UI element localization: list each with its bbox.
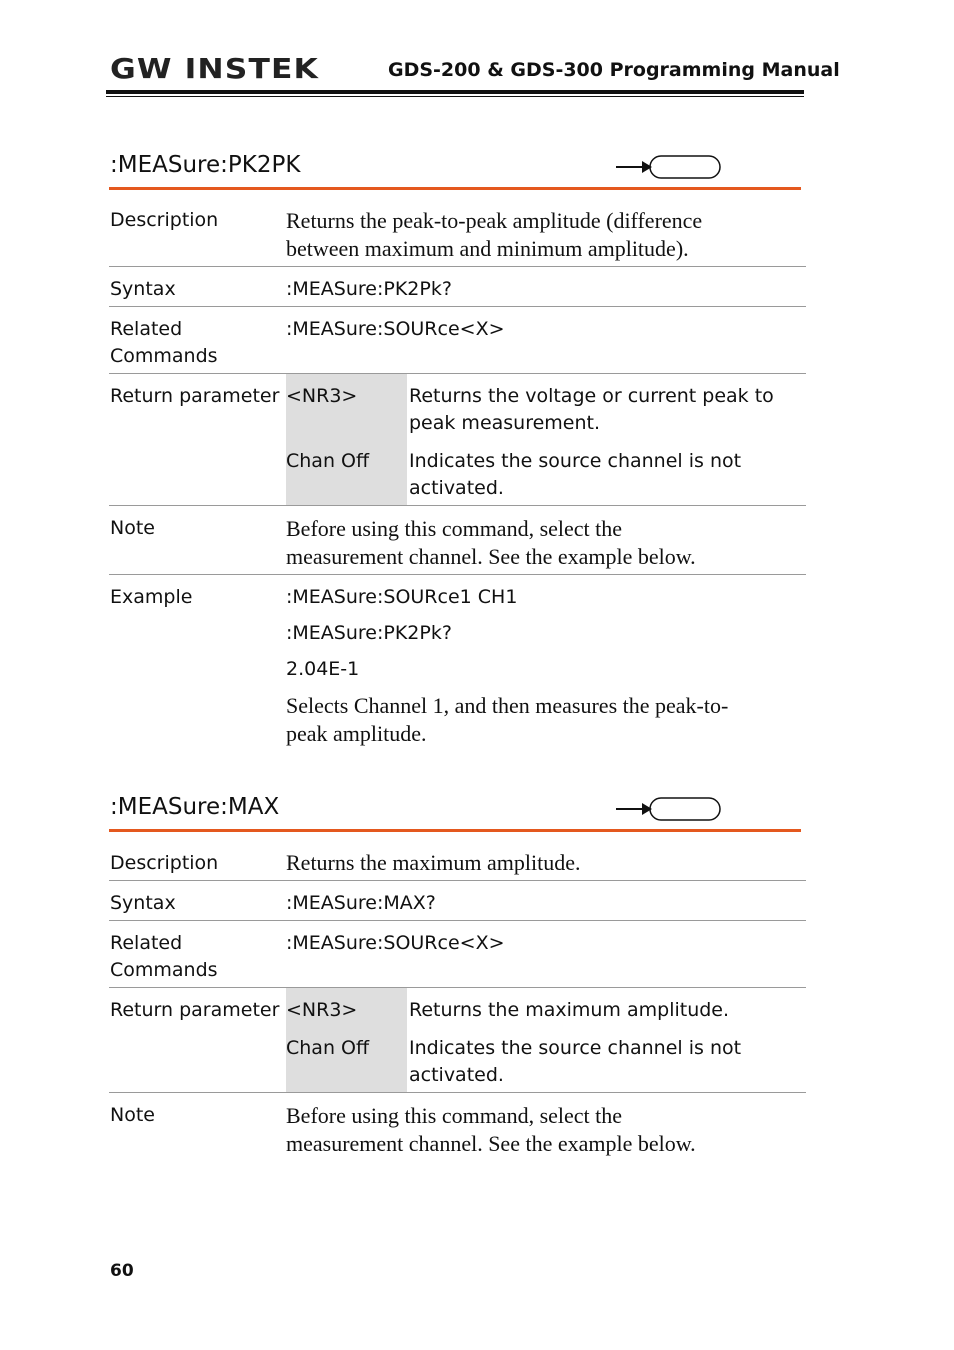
related-label: Related: [110, 932, 183, 954]
related-label: Commands: [110, 345, 218, 367]
example-label: Example: [110, 586, 193, 608]
row-divider: [109, 266, 806, 267]
example-description: peak amplitude.: [286, 721, 427, 746]
note-text: measurement channel. See the example below.: [286, 1131, 696, 1156]
description-text: between maximum and minimum amplitude).: [286, 236, 689, 261]
header-rule-thin: [106, 96, 804, 97]
param-desc: peak measurement.: [409, 412, 601, 434]
example-description: Selects Channel 1, and then measures the peak-to-: [286, 693, 729, 718]
section-title-pk2pk: :MEASure:PK2PK: [110, 152, 301, 178]
return-parameter-label: Return parameter: [110, 999, 280, 1021]
note-label: Note: [110, 1104, 155, 1126]
row-divider: [109, 306, 806, 307]
param-desc: activated.: [409, 1064, 504, 1086]
syntax-value: :MEASure:PK2Pk?: [286, 278, 452, 300]
note-text: measurement channel. See the example below.: [286, 544, 696, 569]
note-text: Before using this command, select the: [286, 1103, 623, 1128]
description-text: Returns the maximum amplitude.: [286, 850, 581, 875]
row-divider: [109, 574, 806, 575]
param-name: <NR3>: [286, 999, 358, 1021]
page-number: 60: [110, 1261, 134, 1281]
query-arrow-icon: [614, 154, 724, 180]
related-command: :MEASure:SOURce<X>: [286, 932, 505, 954]
param-name: Chan Off: [286, 450, 370, 472]
return-parameter-label: Return parameter: [110, 385, 280, 407]
param-desc: Returns the voltage or current peak to: [409, 385, 774, 407]
param-desc: Indicates the source channel is not: [409, 450, 742, 472]
row-divider: [109, 373, 806, 374]
syntax-label: Syntax: [110, 892, 176, 914]
param-desc: Indicates the source channel is not: [409, 1037, 742, 1059]
description-label: Description: [110, 209, 219, 231]
row-divider: [109, 920, 806, 921]
row-divider: [109, 505, 806, 506]
description-text: Returns the peak-to-peak amplitude (difference: [286, 208, 703, 233]
manual-title: GDS-200 & GDS-300 Programming Manual: [388, 59, 840, 81]
param-desc: Returns the maximum amplitude.: [409, 999, 730, 1021]
row-divider: [109, 880, 806, 881]
syntax-label: Syntax: [110, 278, 176, 300]
param-name: <NR3>: [286, 385, 358, 407]
section-title-max: :MEASure:MAX: [110, 794, 280, 820]
brand-logo: GW INSTEK: [110, 52, 319, 85]
param-name: Chan Off: [286, 1037, 370, 1059]
note-label: Note: [110, 517, 155, 539]
note-text: Before using this command, select the: [286, 516, 623, 541]
row-divider: [109, 1092, 806, 1093]
section-rule: [109, 829, 801, 832]
query-arrow-icon: [614, 796, 724, 822]
example-command: :MEASure:PK2Pk?: [286, 622, 452, 644]
row-divider: [109, 987, 806, 988]
example-command: :MEASure:SOURce1 CH1: [286, 586, 518, 608]
related-label: Related: [110, 318, 183, 340]
related-label: Commands: [110, 959, 218, 981]
syntax-value: :MEASure:MAX?: [286, 892, 436, 914]
header-rule: [106, 90, 804, 94]
section-rule: [109, 187, 801, 190]
related-command: :MEASure:SOURce<X>: [286, 318, 505, 340]
example-return: 2.04E-1: [286, 658, 360, 680]
param-desc: activated.: [409, 477, 504, 499]
description-label: Description: [110, 852, 219, 874]
